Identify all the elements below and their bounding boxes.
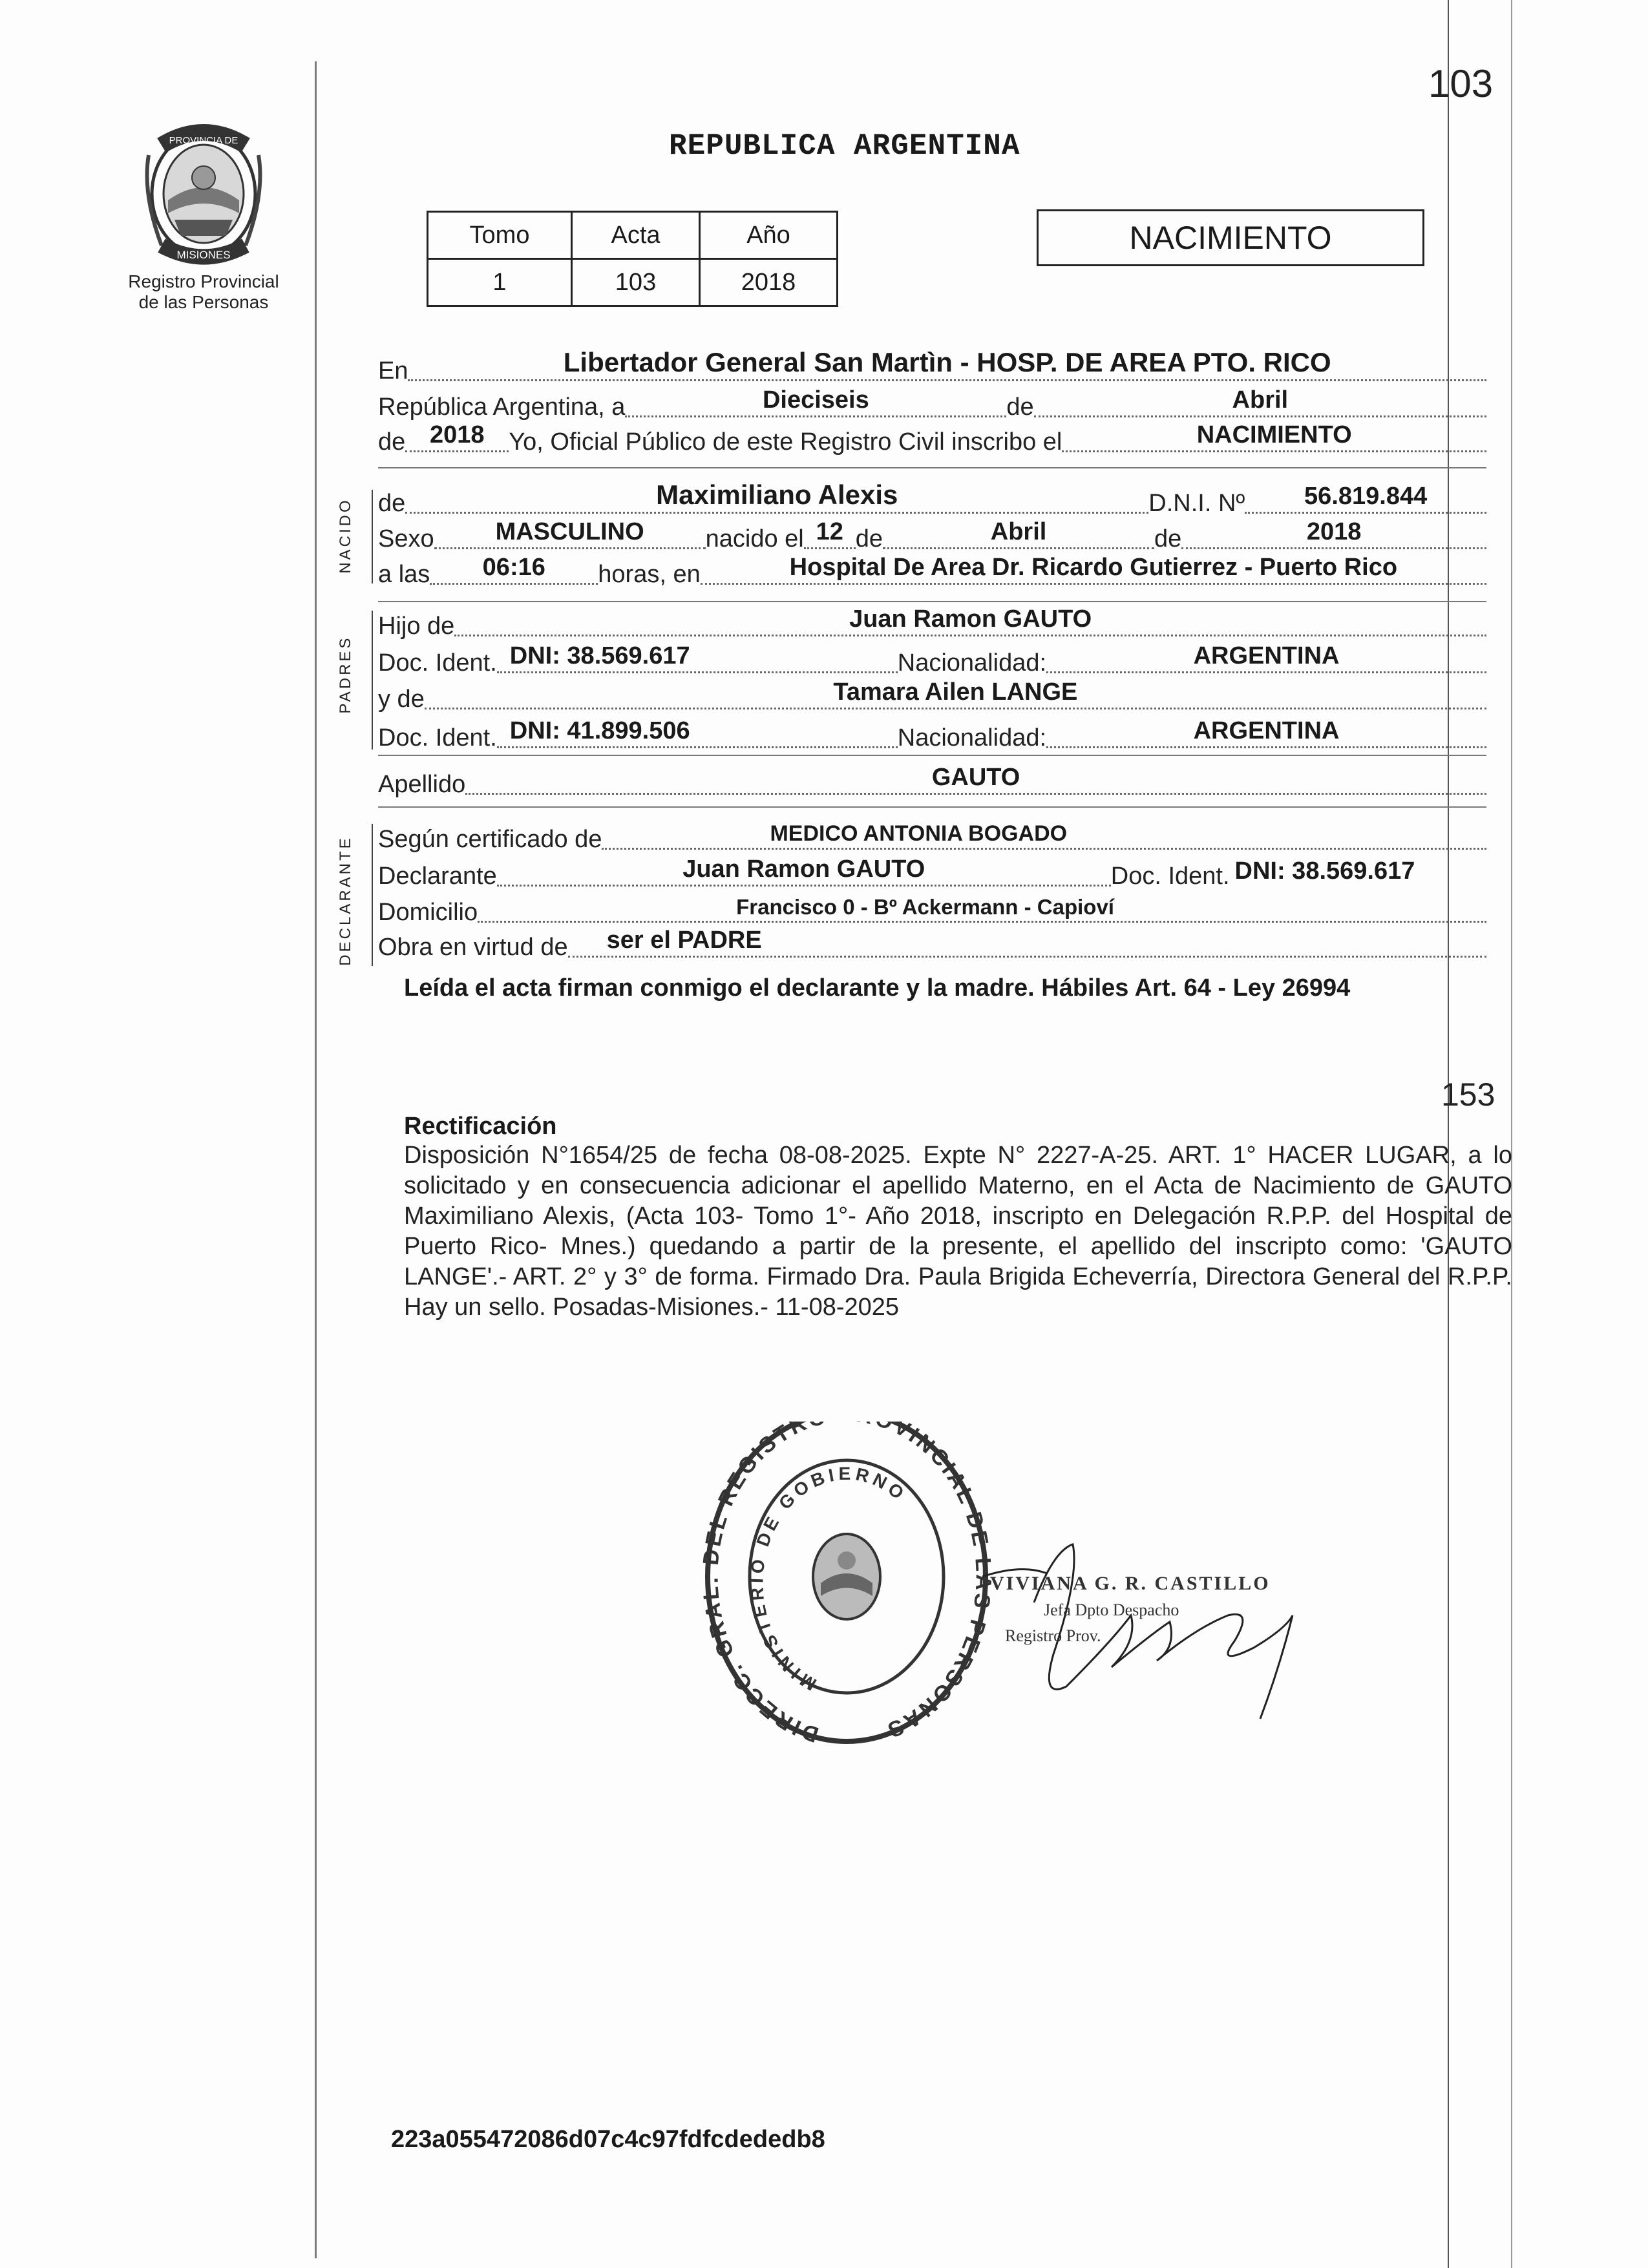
record-table xyxy=(427,211,838,307)
value-acta: 103 xyxy=(572,259,700,306)
value-tomo: 1 xyxy=(428,259,572,306)
nacido-section-label: NACIDO xyxy=(337,498,354,574)
en-label: En xyxy=(378,357,408,384)
handwritten-signature-icon xyxy=(982,1538,1344,1732)
child-name-value: Maximiliano Alexis xyxy=(656,479,898,510)
father-doc-label: Doc. Ident. xyxy=(378,649,497,677)
nacido-de-label: de xyxy=(378,490,406,517)
alas-label: a las xyxy=(378,561,430,588)
apellido-value: GAUTO xyxy=(931,764,1020,791)
y-de-label: y de xyxy=(378,686,425,713)
declarante-label: Declarante xyxy=(378,863,497,890)
declarante-section-label: DECLARANTE xyxy=(337,835,354,966)
mother-doc-label: Doc. Ident. xyxy=(378,724,497,751)
place-value: Libertador General San Martìn - HOSP. DE AREA PTO. RICO xyxy=(563,347,1331,377)
father-nac-label: Nacionalidad: xyxy=(897,649,1047,677)
official-seal-icon xyxy=(698,1422,995,1758)
month-value: Abril xyxy=(1232,386,1289,414)
logo-caption-line2: de las Personas xyxy=(138,292,269,312)
province-logo xyxy=(116,116,291,313)
act-type-box: NACIMIENTO xyxy=(1037,209,1424,266)
right-edge-line xyxy=(1511,0,1512,2268)
line-hora xyxy=(378,552,1486,591)
de1-label: de xyxy=(855,525,883,552)
cert-label: Según certificado de xyxy=(378,826,602,853)
de-year-label: de xyxy=(378,428,406,456)
nacido-group-bar xyxy=(372,490,373,583)
line-mother-doc xyxy=(378,716,1486,755)
official-stamp xyxy=(698,1422,995,1761)
domicilio-label: Domicilio xyxy=(378,899,478,926)
cert-value: MEDICO ANTONIA BOGADO xyxy=(770,821,1068,846)
rectificacion-body: Disposición N°1654/25 de fecha 08-08-2025. Expte N° 2227-A-25. ART. 1° HACER LUGAR, a lo solicitado y en consecuencia adicionar el apellido Materno, en el Acta de Nacimiento de GAUTO Maximiliano Alexis, (Acta 103- Tomo 1°- Año 2018, inscripto en Delegación R.P.P. del Hospital de Puerto Rico- Mnes.) quedando a partir de la presente, el apellido del inscripto como: 'GAUTO LANGE'.- ART. 2° y 3° de forma. Firmado Dra. Paula Brigida Echeverría, Directora General del R.P.P. Hay un sello. Posadas-Misiones.- 11-08-2025 xyxy=(404,1142,1512,1321)
logo-caption-line1: Registro Provincial xyxy=(128,271,279,291)
mother-nat-value: ARGENTINA xyxy=(1193,717,1340,744)
republica-label: República Argentina, a xyxy=(378,394,626,421)
signer-title-1: Jefa Dpto Despacho xyxy=(1044,1601,1179,1619)
declarante-doc-label: Doc. Ident. xyxy=(1110,863,1230,890)
document-title: REPUBLICA ARGENTINA xyxy=(669,129,1020,163)
domicilio-value: Francisco 0 - Bº Ackermann - Capioví xyxy=(736,895,1114,919)
padres-section-label: PADRES xyxy=(337,635,354,714)
header-acta: Acta xyxy=(572,212,700,259)
value-anio: 2018 xyxy=(700,259,838,306)
header-anio: Año xyxy=(700,212,838,259)
birth-time-value: 06:16 xyxy=(482,554,545,581)
separator-1 xyxy=(378,467,1486,468)
signer-name: VIVIANA G. R. CASTILLO xyxy=(990,1573,1271,1594)
child-dni-value: 56.819.844 xyxy=(1304,483,1428,510)
horas-label: horas, en xyxy=(598,561,701,588)
birth-year-value: 2018 xyxy=(1306,518,1362,545)
line-apellido xyxy=(378,762,1486,801)
mother-nac-label: Nacionalidad: xyxy=(897,724,1047,751)
footer-hash: 223a055472086d07c4c97fdfcdededb8 xyxy=(391,2126,825,2153)
misiones-coat-of-arms-icon xyxy=(136,116,271,271)
closing-text: Leída el acta firman conmigo el declarante y la madre. Hábiles Art. 64 - Ley 26994 xyxy=(404,974,1351,1002)
sexo-value: MASCULINO xyxy=(495,518,644,545)
sexo-label: Sexo xyxy=(378,525,434,552)
de2-label: de xyxy=(1154,525,1182,552)
line-obra xyxy=(378,925,1486,964)
left-margin-rule xyxy=(315,61,317,2258)
dni-label: D.N.I. Nº xyxy=(1148,490,1245,517)
padres-group-bar xyxy=(372,611,373,750)
event-value: NACIMIENTO xyxy=(1196,421,1352,448)
line-year xyxy=(378,420,1486,459)
page-number-mid: 153 xyxy=(1441,1076,1495,1113)
header-tomo: Tomo xyxy=(428,212,572,259)
day-words-value: Dieciseis xyxy=(762,386,869,414)
record-table-header xyxy=(428,212,838,259)
rectificacion-title: Rectificación xyxy=(404,1113,557,1140)
signer-title-2: Registro Prov. xyxy=(1005,1626,1101,1645)
year-value: 2018 xyxy=(430,421,485,448)
logo-top-text: PROVINCIA DE xyxy=(169,135,238,146)
yo-text: Yo, Oficial Público de este Registro Civil inscribo el xyxy=(509,428,1062,456)
separator-4 xyxy=(378,806,1486,808)
de-label: de xyxy=(1006,394,1034,421)
father-name-value: Juan Ramon GAUTO xyxy=(849,605,1092,633)
mother-name-value: Tamara Ailen LANGE xyxy=(833,678,1078,706)
nacido-el-label: nacido el xyxy=(705,525,804,552)
record-table-values xyxy=(428,259,838,306)
signature-block xyxy=(982,1538,1344,1735)
father-nat-value: ARGENTINA xyxy=(1193,642,1340,669)
stamp-inner-text: MINISTERIO DE GOBIERNO xyxy=(746,1463,911,1695)
declarante-doc-value: DNI: 38.569.617 xyxy=(1234,857,1415,885)
father-doc-value: DNI: 38.569.617 xyxy=(509,642,690,669)
birth-month-value: Abril xyxy=(990,518,1047,545)
stamp-outer-text: DIRECC. GRAL. DEL REGISTR VINCIAL DE LAS PERSONAS xyxy=(698,1422,995,1747)
logo-bottom-text: MISIONES xyxy=(176,249,231,261)
obra-value: ser el PADRE xyxy=(606,927,762,954)
birth-place-value: Hospital De Area Dr. Ricardo Gutierrez - Puerto Rico xyxy=(789,554,1398,581)
hijo-de-label: Hijo de xyxy=(378,613,455,640)
declarante-name-value: Juan Ramon GAUTO xyxy=(682,856,925,883)
birth-day-value: 12 xyxy=(816,518,843,545)
page-number-top: 103 xyxy=(1428,62,1494,105)
apellido-label: Apellido xyxy=(378,771,466,798)
declarante-group-bar xyxy=(372,824,373,966)
obra-label: Obra en virtud de xyxy=(378,934,568,961)
mother-doc-value: DNI: 41.899.506 xyxy=(509,717,690,744)
